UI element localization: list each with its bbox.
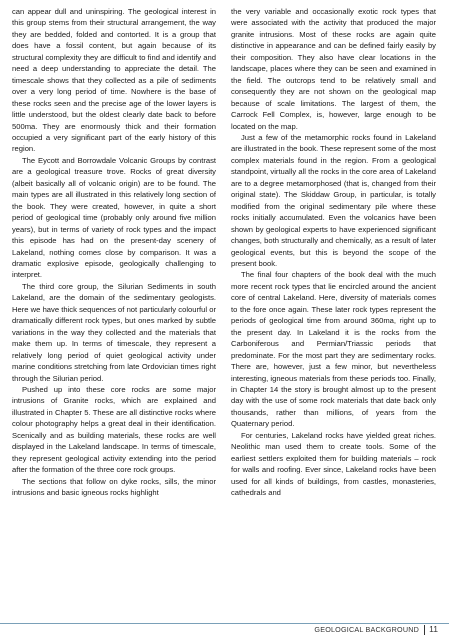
paragraph: The sections that follow on dyke rocks, sills, the minor intrusions and basic igneous rocks highlight <box>12 476 216 498</box>
paragraph: The final four chapters of the book deal with the much more recent rock types that lie encircled around the ancient core of central Lakeland. Here, diversity of materials comes to the fore once again. These later rock types represent the periods of geological time from around 360ma, right up to the present day. In Lakeland it is the rocks from the Carboniferous and Permian/Triassic periods that predominate. For the most part they are sedimentary rocks. There are, however, just a few minor, but nevertheless interesting, igneous materials from these periods too. Finally, in Chapter 14 the story is brought almost up to the present day with the use of some rock materials that date back only thousands, rather than millions, of years from the Quaternary period. <box>231 270 436 429</box>
paragraph: The Eycott and Borrowdale Volcanic Groups by contrast are a geological treasure trove. Rocks of great diversity (albeit basically all of volcanic origin) are to be found. The main types are all illustrated in this relatively long section of the book. They were created, however, in quite a short period of geological time (probably only around five million years), but in terms of variety of rock types and the impact this episode has had on the present-day scenery of Lakeland, nothing comes close by comparison. It was a dramatic explosive episode, geologically challenging to interpret. <box>12 155 216 280</box>
paragraph: the very variable and occasionally exotic rock types that were associated with the activity that produced the major granite intrusions. Most of these rocks are again quite distinctive in appearance and can be defined fairly easily by their composition. They also have clear locations in the landscape, places where they can be seen and examined in the field. The outcrops tend to be relatively small and consequently they are not shown on the geological map because of scale limitations. The largest of them, the Carrock Fell Complex, is, however, large enough to be located on the map. <box>231 7 436 131</box>
paragraph: Pushed up into these core rocks are some major intrusions of Granite rocks, which are explained and illustrated in Chapter 5. These are all distinctive rocks where colour photography helps a great deal in their identification. Scenically and as building materials, these rocks are well displayed in the Lakeland landscape. In terms of timescale, they represent geological activity extending into the period after the formation of the three core rock groups. <box>12 384 216 475</box>
footer-rule <box>0 623 449 624</box>
section-label: GEOLOGICAL BACKGROUND <box>314 625 419 634</box>
footer-separator <box>424 625 425 635</box>
paragraph: Just a few of the metamorphic rocks found in Lakeland are illustrated in the book. These represent some of the most complex materials found in the region. From a geological standpoint, virtually all the rocks in the core area of Lakeland are to a degree metamorphosed (that is, changed from their original state). The Skiddaw Group, in particular, is totally modified from the original sedimentary pile where these rocks initially accumulated. Even the volcanics have been shown by geological experts to have experienced significant changes, both structurally and chemically, as a result of later geological events, but this is beyond the scope of the present book. <box>231 132 437 268</box>
right-text-column <box>231 6 436 498</box>
paragraph: The third core group, the Silurian Sediments in south Lakeland, are the domain of the sedimentary geologists. Here we have thick sequences of not particularly colourful or dramatically different rock types, but ones marked by subtle variations in the way they collected and the materials that make them up. In terms of timescale, they represent a relatively long period of quiet geological activity under marine conditions stretching from late Ordovician times right through the Silurian period. <box>12 281 216 383</box>
left-text-column <box>12 6 216 498</box>
paragraph: For centuries, Lakeland rocks have yielded great riches. Neolithic man used them to create tools. Some of the earliest settlers exploited them for building materials – rock for walls and roofing. Ever since, Lakeland rocks have been used for all kinds of buildings, from castles, monasteries, cathedrals and <box>231 430 436 498</box>
paragraph: can appear dull and uninspiring. The geological interest in this group stems from their structural arrangement, the way they are bedded, folded and contorted. It is a group that does have a fossil content, but again because of its structural complexity they are difficult to find and identify and need a deep understanding to appreciate the detail. The timescale shows that they collected as a pile of sediments over a very long period of time. Nowhere is the base of these rocks seen and the precise age of the lower layers is little understood, but the oldest clearly date back to before 500ma. They are enormously thick and their formation occupied a very significant part of the early history of this region. <box>12 7 216 154</box>
page-number: 11 <box>429 624 438 634</box>
page-footer <box>0 614 449 640</box>
